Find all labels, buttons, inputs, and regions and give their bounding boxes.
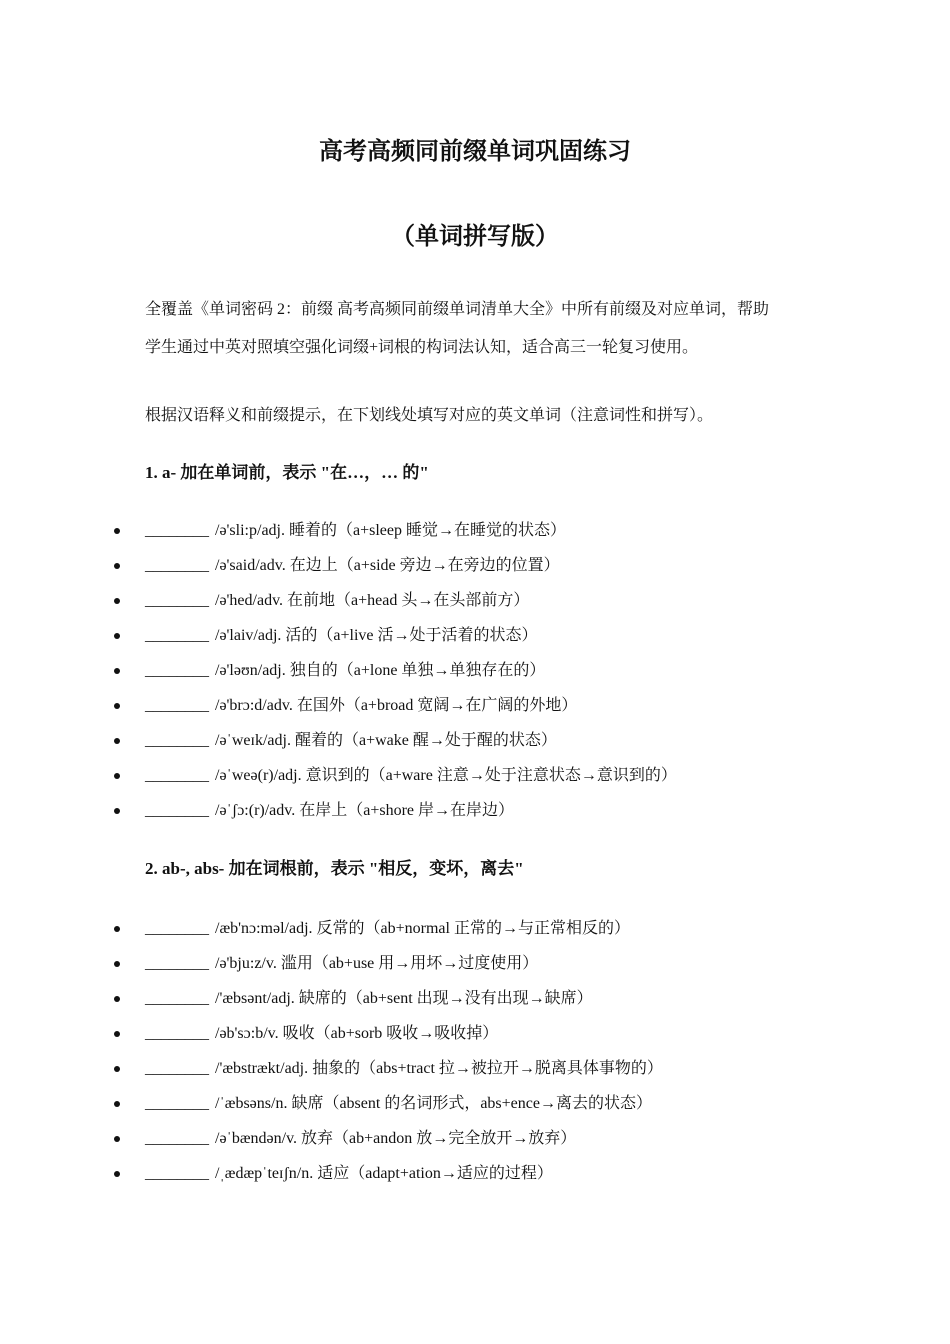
list-item: [0, 520, 950, 555]
bullet-icon: [114, 1101, 120, 1107]
bullet-icon: [114, 1171, 120, 1177]
page-title: 高考高频同前缀单词巩固练习: [319, 139, 631, 165]
blank-line[interactable]: ________: [145, 767, 209, 784]
bullet-icon: [114, 926, 120, 932]
blank-line[interactable]: ________: [145, 697, 209, 714]
list-item: [0, 1023, 950, 1058]
blank-line[interactable]: ________: [145, 557, 209, 574]
word-clue: /əˈbændən/v. 放弃（ab+andon 放→完全放开→放弃）: [215, 1130, 577, 1147]
blank-line[interactable]: ________: [145, 732, 209, 749]
blank-line[interactable]: ________: [145, 990, 209, 1007]
word-clue: /ə'said/adv. 在边上（a+side 旁边→在旁边的位置）: [215, 557, 560, 574]
word-list: [0, 520, 950, 835]
blank-line[interactable]: ________: [145, 1060, 209, 1077]
list-item: [0, 555, 950, 590]
list-item: [0, 988, 950, 1023]
word-clue: /ə'ləʊn/adj. 独自的（a+lone 单独→单独存在的）: [215, 662, 546, 679]
word-clue: /ə'bju:z/v. 滥用（ab+use 用→用坏→过度使用）: [215, 955, 539, 972]
list-item: [0, 1163, 950, 1198]
list-item: [0, 625, 950, 660]
word-clue: /əˈweɪk/adj. 醒着的（a+wake 醒→处于醒的状态）: [215, 732, 557, 749]
list-item: [0, 695, 950, 730]
intro-line-2: 学生通过中英对照填空强化词缀+词根的构词法认知，适合高三一轮复习使用。: [145, 339, 699, 356]
bullet-icon: [114, 633, 120, 639]
word-clue: /əb'sɔ:b/v. 吸收（ab+sorb 吸收→吸收掉）: [215, 1025, 499, 1042]
blank-line[interactable]: ________: [145, 1130, 209, 1147]
word-clue: /'æbstrækt/adj. 抽象的（abs+tract 拉→被拉开→脱离具体事物的）: [215, 1060, 663, 1077]
word-clue: /ˈæbsəns/n. 缺席（absent 的名词形式，abs+ence→离去的状态）: [215, 1095, 652, 1112]
word-clue: /ˌædæpˈteɪʃn/n. 适应（adapt+ation→适应的过程）: [215, 1165, 553, 1182]
blank-line[interactable]: ________: [145, 662, 209, 679]
list-item: [0, 730, 950, 765]
list-item: [0, 590, 950, 625]
bullet-icon: [114, 1136, 120, 1142]
list-item: [0, 1093, 950, 1128]
word-list: [0, 918, 950, 1198]
intro-line-1: 全覆盖《单词密码 2：前缀 高考高频同前缀单词清单大全》中所有前缀及对应单词，帮助: [145, 301, 770, 318]
bullet-icon: [114, 996, 120, 1002]
blank-line[interactable]: ________: [145, 522, 209, 539]
bullet-icon: [114, 668, 120, 674]
bullet-icon: [114, 1066, 120, 1072]
blank-line[interactable]: ________: [145, 1165, 209, 1182]
blank-line[interactable]: ________: [145, 627, 209, 644]
bullet-icon: [114, 703, 120, 709]
word-clue: /'æbsənt/adj. 缺席的（ab+sent 出现→没有出现→缺席）: [215, 990, 593, 1007]
word-clue: /æb'nɔ:məl/adj. 反常的（ab+normal 正常的→与正常相反的）: [215, 920, 630, 937]
word-clue: /ə'laiv/adj. 活的（a+live 活→处于活着的状态）: [215, 627, 538, 644]
section-heading: 2. ab-, abs- 加在词根前，表示 "相反，变坏，离去": [145, 859, 524, 878]
instruction-text: 根据汉语释义和前缀提示，在下划线处填写对应的英文单词（注意词性和拼写）。: [145, 407, 714, 424]
list-item: [0, 660, 950, 695]
word-clue: /ə'sli:p/adj. 睡着的（a+sleep 睡觉→在睡觉的状态）: [215, 522, 566, 539]
bullet-icon: [114, 773, 120, 779]
bullet-icon: [114, 528, 120, 534]
page-subtitle: （单词拼写版）: [391, 224, 559, 250]
bullet-icon: [114, 563, 120, 569]
word-clue: /əˈʃɔ:(r)/adv. 在岸上（a+shore 岸→在岸边）: [215, 802, 515, 819]
list-item: [0, 765, 950, 800]
bullet-icon: [114, 1031, 120, 1037]
bullet-icon: [114, 598, 120, 604]
word-clue: /əˈweə(r)/adj. 意识到的（a+ware 注意→处于注意状态→意识到的）: [215, 767, 677, 784]
word-clue: /ə'hed/adv. 在前地（a+head 头→在头部前方）: [215, 592, 530, 609]
blank-line[interactable]: ________: [145, 802, 209, 819]
word-clue: /ə'brɔ:d/adv. 在国外（a+broad 宽阔→在广阔的外地）: [215, 697, 578, 714]
bullet-icon: [114, 808, 120, 814]
section-heading: 1. a- 加在单词前，表示 "在…，… 的": [145, 463, 429, 482]
list-item: [0, 953, 950, 988]
blank-line[interactable]: ________: [145, 920, 209, 937]
blank-line[interactable]: ________: [145, 955, 209, 972]
blank-line[interactable]: ________: [145, 1025, 209, 1042]
list-item: [0, 918, 950, 953]
list-item: [0, 1128, 950, 1163]
bullet-icon: [114, 961, 120, 967]
list-item: [0, 800, 950, 835]
list-item: [0, 1058, 950, 1093]
bullet-icon: [114, 738, 120, 744]
blank-line[interactable]: ________: [145, 1095, 209, 1112]
blank-line[interactable]: ________: [145, 592, 209, 609]
